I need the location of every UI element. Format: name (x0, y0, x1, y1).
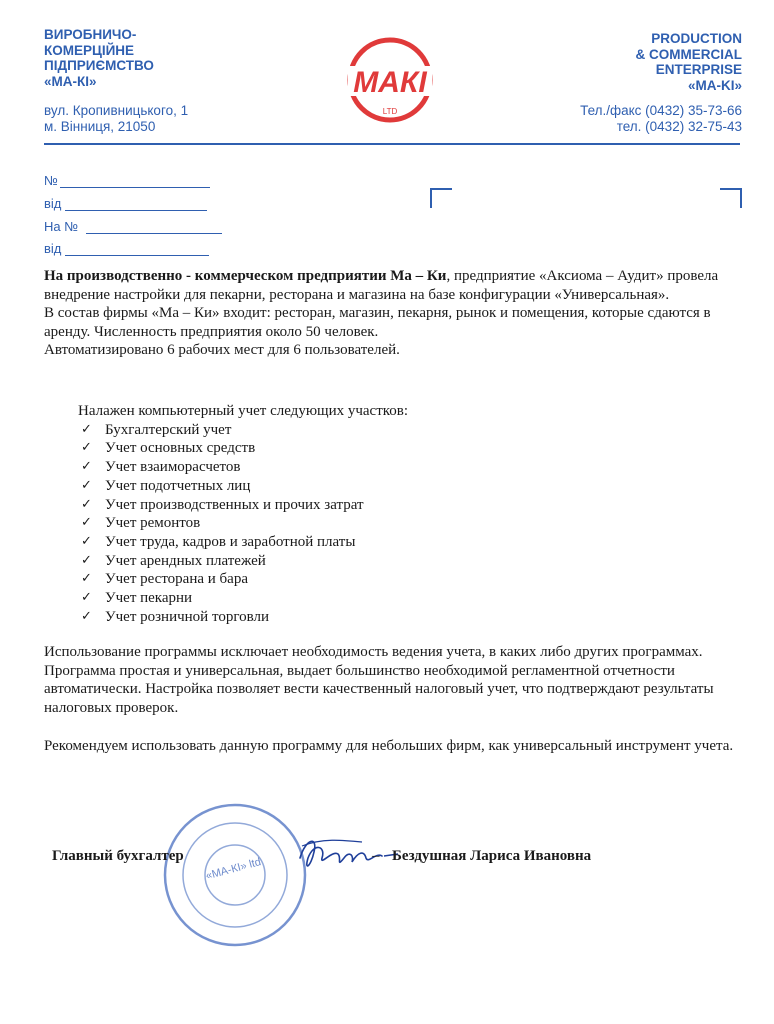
reg-ref-date-field (44, 241, 209, 256)
reg-blank-line (86, 221, 222, 234)
list-item (78, 477, 408, 496)
checkmark-icon: ✓ (81, 552, 92, 568)
checkmark-icon: ✓ (81, 608, 92, 624)
intro-paragraph (44, 267, 734, 304)
checkmark-icon: ✓ (81, 496, 92, 512)
recommendation-paragraph: Рекомендуем использовать данную программу для небольших фирм, как универсальный инструмент учета. (44, 738, 734, 754)
list-item-text: Учет основных средств (105, 440, 256, 457)
list-item (78, 421, 408, 440)
usage-paragraph: Использование программы исключает необходимость ведения учета, в каких либо других программах. Программа простая и универсальная, выдает большинство необходимой регламентной отчетности автоматически. Настройка позволяет вести качественный налоговый учет, что подтверждают результаты налоговых проверок. (44, 644, 714, 716)
org-line: «МА-КІ» (44, 73, 97, 89)
org-name-ua (44, 27, 244, 89)
logo-icon (344, 32, 436, 128)
reg-ref-field (44, 219, 222, 234)
checkmark-icon: ✓ (81, 515, 92, 531)
org-line: PRODUCTION (651, 31, 742, 46)
list-item (78, 458, 408, 477)
list-item (78, 439, 408, 458)
list-item (78, 496, 408, 515)
signer-position: Главный бухгалтер (52, 848, 184, 864)
checkmark-icon: ✓ (81, 571, 92, 587)
contact-line: Тел./факс (0432) 35-73-66 (580, 103, 742, 118)
letter-intro (44, 267, 734, 360)
logo-text: МАКІ (353, 66, 427, 99)
list-item-text: Учет взаиморасчетов (105, 459, 241, 476)
list-item-text: Учет арендных платежей (105, 552, 266, 569)
org-line: ВИРОБНИЧО- (44, 27, 137, 42)
company-logo (344, 32, 436, 128)
signer-name: Бездушная Лариса Ивановна (392, 848, 592, 864)
reg-label: від (44, 241, 62, 256)
stamp-text: «МА-КІ» ltd (204, 856, 263, 883)
list-item-text: Учет труда, кадров и заработной платы (105, 533, 356, 550)
company-stamp (160, 800, 310, 950)
address-line: вул. Кропивницького, 1 (44, 103, 189, 118)
accounting-list (78, 402, 408, 626)
address-ua (44, 103, 244, 135)
list-item (78, 533, 408, 552)
list-item (78, 552, 408, 571)
list-item-text: Учет ресторана и бара (105, 571, 248, 588)
reg-blank-line (65, 198, 207, 211)
checkmark-icon: ✓ (81, 440, 92, 456)
contact-line: тел. (0432) 32-75-43 (616, 119, 742, 134)
signature-icon (292, 828, 402, 878)
logo-subtext: LTD (382, 107, 398, 116)
list-item-text: Учет ремонтов (105, 515, 201, 532)
list-item (78, 570, 408, 589)
org-line: «MA-KI» (687, 77, 742, 93)
reg-number-field (44, 173, 210, 188)
checkmark-icon: ✓ (81, 590, 92, 606)
reg-label: від (44, 196, 62, 211)
list-item-text: Учет производственных и прочих затрат (105, 496, 364, 513)
stamp-icon (160, 800, 310, 950)
reg-blank-line (65, 243, 209, 256)
header-left (44, 27, 244, 135)
intro-text: , предприятие «Аксиома – Аудит» провела внедрение настройки для пекарни, ресторана и магазина на базе конфигурации «Универсальная». (44, 268, 719, 303)
checkmark-icon: ✓ (81, 421, 92, 437)
list (78, 421, 408, 627)
list-item-text: Учет розничной торговли (105, 608, 269, 625)
address-line: м. Вінниця, 21050 (44, 119, 156, 134)
list-item (78, 589, 408, 608)
reg-label: № (44, 173, 58, 188)
org-line: & COMMERCIAL (635, 46, 742, 62)
list-item-text: Бухгалтерский учет (105, 421, 232, 438)
address-corner-left (430, 188, 452, 208)
header-rule (44, 143, 740, 145)
org-line: КОМЕРЦІЙНЕ (44, 42, 135, 58)
org-line: ПІДПРИЄМСТВО (44, 58, 154, 73)
list-item (78, 608, 408, 627)
signature-dash: – (372, 848, 380, 864)
header-right (522, 31, 742, 135)
reg-date-field (44, 196, 207, 211)
list-item-text: Учет пекарни (105, 590, 193, 607)
checkmark-icon: ✓ (81, 477, 92, 493)
automation-note: Автоматизировано 6 рабочих мест для 6 пользователей. (44, 342, 400, 358)
org-line: ENTERPRISE (655, 62, 742, 77)
org-name-en (522, 31, 742, 93)
contacts (522, 103, 742, 135)
checkmark-icon: ✓ (81, 533, 92, 549)
list-item (78, 514, 408, 533)
reg-blank-line (60, 175, 210, 188)
company-composition: В состав фирмы «Ма – Ки» входит: ресторан, магазин, пекарня, рынок и помещения, которые сдаются в аренду. Численность предприятия около 50 человек. (44, 305, 711, 340)
list-title: Налажен компьютерный учет следующих участков: (78, 403, 409, 419)
reg-label: На № (44, 219, 79, 234)
list-item-text: Учет подотчетных лиц (105, 477, 251, 494)
address-corner-right (720, 188, 742, 208)
handwritten-signature (292, 828, 402, 878)
intro-bold-text: На производственно - коммерческом предприятии Ма – Ки (44, 268, 447, 284)
checkmark-icon: ✓ (81, 459, 92, 475)
